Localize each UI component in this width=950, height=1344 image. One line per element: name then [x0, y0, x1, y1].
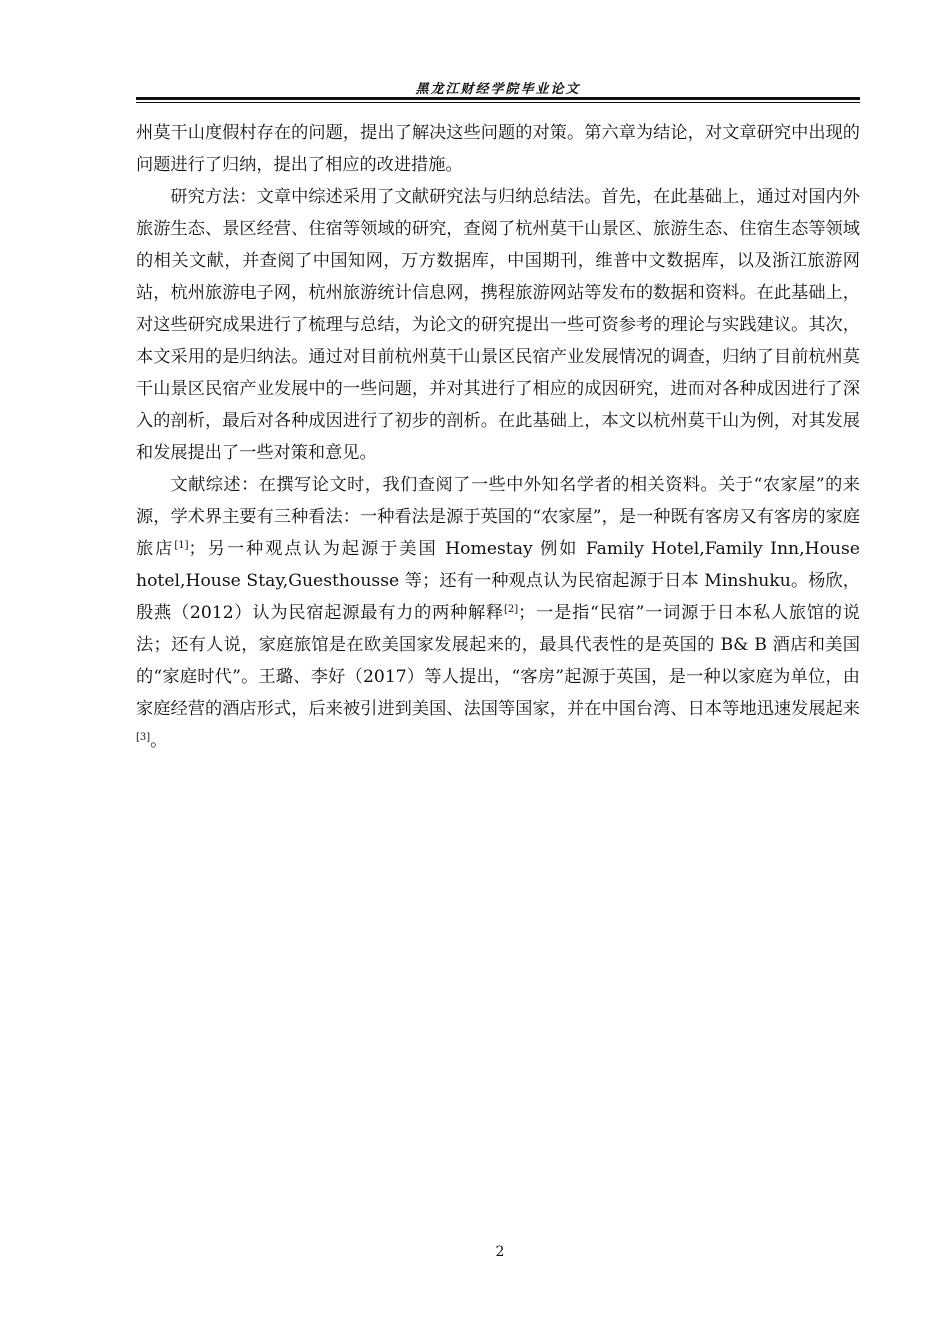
citation-ref-2: [2]	[504, 604, 519, 615]
literature-review-text-4: 。	[150, 731, 168, 751]
page-header-title: 黑龙江财经学院毕业论文	[415, 82, 581, 97]
document-body	[136, 117, 860, 757]
page-number: 2	[495, 1244, 505, 1260]
paragraph-literature-review	[136, 469, 860, 757]
header-divider-thin	[136, 102, 860, 103]
paragraph-research-methods: 研究方法：文章中综述采用了文献研究法与归纳总结法。首先，在此基础上，通过对国内外旅游生态、景区经营、住宿等领域的研究，查阅了杭州莫干山景区、旅游生态、住宿生态等领域的相关文献，并查阅了中国知网，万方数据库，中国期刊，维普中文数据库，以及浙江旅游网站，杭州旅游电子网，杭州旅游统计信息网，携程旅游网站等发布的数据和资料。在此基础上，对这些研究成果进行了梳理与总结，为论文的研究提出一些可资参考的理论与实践建议。其次，本文采用的是归纳法。通过对目前杭州莫干山景区民宿产业发展情况的调查，归纳了目前杭州莫干山景区民宿产业发展中的一些问题，并对其进行了相应的成因研究，进而对各种成因进行了深入的剖析，最后对各种成因进行了初步的剖析。在此基础上，本文以杭州莫干山为例，对其发展和发展提出了一些对策和意见。	[136, 187, 860, 463]
header-divider-thick	[136, 97, 860, 100]
citation-ref-1: [1]	[174, 540, 189, 551]
paragraph-continuation: 州莫干山度假村存在的问题，提出了解决这些问题的对策。第六章为结论，对文章研究中出现的问题进行了归纳，提出了相应的改进措施。	[136, 123, 860, 175]
literature-review-text-2: ；另一种观点认为起源于美国 Homestay 例如 Family Hotel,Family Inn,House hotel,House Stay,Guesthousse 等；还有一种观点认为民宿起源于日本 Minshuku。杨欣，殷燕（2012）认为民宿起源最有力的两种解释	[136, 539, 860, 623]
literature-review-text-1: 文献综述：在撰写论文时，我们查阅了一些中外知名学者的相关资料。关于“农家屋”的来源，学术界主要有三种看法：一种看法是源于英国的“农家屋”，是一种既有客房又有客房的家庭旅店	[136, 475, 860, 559]
citation-ref-3: [3]	[136, 732, 151, 743]
literature-review-text-3: ；一是指“民宿”一词源于日本私人旅馆的说法；还有人说，家庭旅馆是在欧美国家发展起来的，最具代表性的是英国的 B& B 酒店和美国的“家庭时代”。王璐、李好（2017）等人提出，“客房”起源于英国，是一种以家庭为单位，由家庭经营的酒店形式，后来被引进到美国、法国等国家，并在中国台湾、日本等地迅速发展起来	[136, 603, 860, 719]
